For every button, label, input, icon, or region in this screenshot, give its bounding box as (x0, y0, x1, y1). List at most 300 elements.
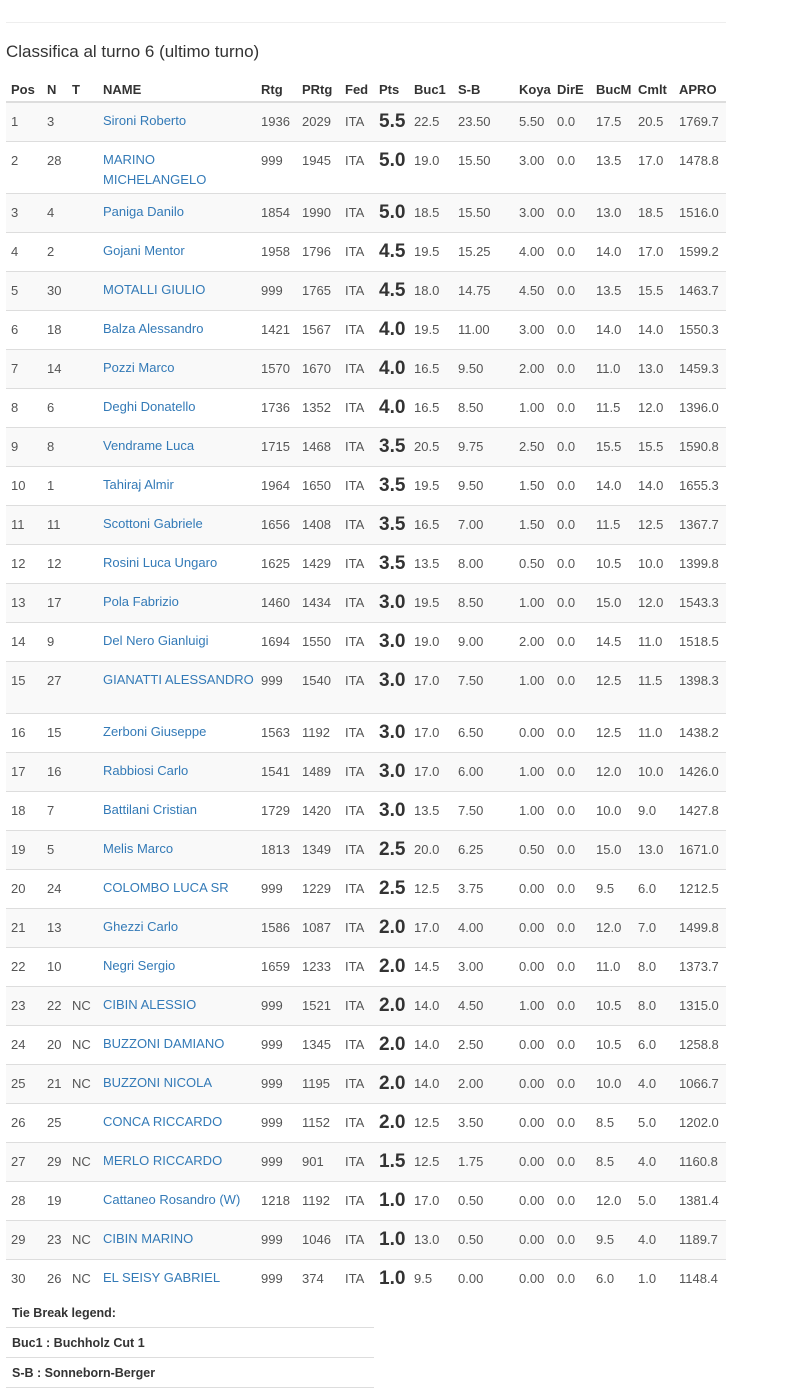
cell-pts: 5.5 (374, 102, 409, 142)
cell-t (67, 714, 98, 753)
cell-dire: 0.0 (552, 428, 591, 467)
cell-pos: 22 (6, 948, 42, 987)
column-header-pts: Pts (374, 77, 409, 102)
cell-koya: 1.00 (514, 987, 552, 1026)
column-header-dire: DirE (552, 77, 591, 102)
cell-dire: 0.0 (552, 102, 591, 142)
cell-t: NC (67, 1221, 98, 1260)
player-name-link[interactable]: BUZZONI DAMIANO (98, 1026, 256, 1065)
cell-fed: ITA (340, 714, 374, 753)
standings-table (6, 77, 726, 1298)
player-name-link[interactable]: Tahiraj Almir (98, 467, 256, 506)
cell-t (67, 792, 98, 831)
cell-n: 11 (42, 506, 67, 545)
player-name-link[interactable]: BUZZONI NICOLA (98, 1065, 256, 1104)
player-name-link[interactable]: Balza Alessandro (98, 311, 256, 350)
cell-dire: 0.0 (552, 1026, 591, 1065)
cell-n: 16 (42, 753, 67, 792)
cell-koya: 1.50 (514, 467, 552, 506)
cell-t: NC (67, 1260, 98, 1299)
table-row (6, 194, 726, 233)
cell-cmlt: 9.0 (633, 792, 674, 831)
cell-pts: 4.0 (374, 389, 409, 428)
table-row (6, 792, 726, 831)
table-row (6, 714, 726, 753)
cell-pts: 3.5 (374, 545, 409, 584)
cell-rtg: 999 (256, 1143, 297, 1182)
cell-n: 30 (42, 272, 67, 311)
cell-rtg: 1736 (256, 389, 297, 428)
cell-pos: 2 (6, 142, 42, 194)
cell-fed: ITA (340, 1260, 374, 1299)
player-name-link[interactable]: Negri Sergio (98, 948, 256, 987)
cell-prtg: 1434 (297, 584, 340, 623)
cell-fed: ITA (340, 272, 374, 311)
cell-n: 19 (42, 1182, 67, 1221)
cell-cmlt: 8.0 (633, 987, 674, 1026)
cell-t (67, 1104, 98, 1143)
cell-dire: 0.0 (552, 142, 591, 194)
cell-pos: 20 (6, 870, 42, 909)
cell-pos: 15 (6, 662, 42, 714)
cell-apro: 1160.8 (674, 1143, 726, 1182)
cell-buc1: 16.5 (409, 389, 453, 428)
cell-sb: 7.50 (453, 662, 514, 714)
table-row (6, 1221, 726, 1260)
cell-n: 22 (42, 987, 67, 1026)
cell-apro: 1066.7 (674, 1065, 726, 1104)
cell-fed: ITA (340, 1065, 374, 1104)
cell-pos: 29 (6, 1221, 42, 1260)
player-name-link[interactable]: Cattaneo Rosandro (W) (98, 1182, 256, 1221)
cell-pts: 2.0 (374, 948, 409, 987)
cell-sb: 9.50 (453, 467, 514, 506)
cell-cmlt: 6.0 (633, 870, 674, 909)
cell-bucm: 17.5 (591, 102, 633, 142)
cell-sb: 15.50 (453, 142, 514, 194)
cell-rtg: 999 (256, 1221, 297, 1260)
cell-cmlt: 14.0 (633, 467, 674, 506)
cell-buc1: 17.0 (409, 1182, 453, 1221)
cell-rtg: 1958 (256, 233, 297, 272)
cell-koya: 4.50 (514, 272, 552, 311)
table-row (6, 350, 726, 389)
cell-bucm: 10.0 (591, 792, 633, 831)
cell-koya: 0.00 (514, 870, 552, 909)
cell-sb: 3.50 (453, 1104, 514, 1143)
cell-fed: ITA (340, 623, 374, 662)
cell-bucm: 11.0 (591, 948, 633, 987)
cell-rtg: 1715 (256, 428, 297, 467)
cell-dire: 0.0 (552, 1221, 591, 1260)
cell-apro: 1381.4 (674, 1182, 726, 1221)
cell-cmlt: 13.0 (633, 350, 674, 389)
cell-pos: 30 (6, 1260, 42, 1299)
cell-rtg: 999 (256, 1260, 297, 1299)
cell-bucm: 8.5 (591, 1143, 633, 1182)
cell-apro: 1590.8 (674, 428, 726, 467)
cell-rtg: 999 (256, 662, 297, 714)
cell-cmlt: 8.0 (633, 948, 674, 987)
cell-prtg: 1567 (297, 311, 340, 350)
cell-t (67, 272, 98, 311)
column-header-prtg: PRtg (297, 77, 340, 102)
cell-buc1: 17.0 (409, 714, 453, 753)
cell-pos: 16 (6, 714, 42, 753)
player-name-link[interactable]: Rabbiosi Carlo (98, 753, 256, 792)
player-name-link[interactable]: MARINO MICHELANGELO (98, 142, 256, 194)
player-name-link[interactable]: Melis Marco (98, 831, 256, 870)
cell-buc1: 22.5 (409, 102, 453, 142)
player-name-link[interactable]: Deghi Donatello (98, 389, 256, 428)
cell-pts: 5.0 (374, 142, 409, 194)
cell-t (67, 623, 98, 662)
cell-koya: 3.00 (514, 142, 552, 194)
column-header-sb: S-B (453, 77, 514, 102)
cell-cmlt: 4.0 (633, 1143, 674, 1182)
cell-sb: 0.50 (453, 1182, 514, 1221)
cell-bucm: 14.0 (591, 467, 633, 506)
player-name-link[interactable]: Gojani Mentor (98, 233, 256, 272)
table-row (6, 909, 726, 948)
cell-cmlt: 1.0 (633, 1260, 674, 1299)
cell-bucm: 11.0 (591, 350, 633, 389)
cell-sb: 2.00 (453, 1065, 514, 1104)
cell-prtg: 1468 (297, 428, 340, 467)
cell-cmlt: 5.0 (633, 1104, 674, 1143)
cell-koya: 1.50 (514, 506, 552, 545)
cell-pos: 26 (6, 1104, 42, 1143)
cell-pts: 3.5 (374, 428, 409, 467)
cell-pts: 3.0 (374, 623, 409, 662)
cell-prtg: 1152 (297, 1104, 340, 1143)
cell-pos: 27 (6, 1143, 42, 1182)
cell-fed: ITA (340, 350, 374, 389)
cell-apro: 1367.7 (674, 506, 726, 545)
column-header-fed: Fed (340, 77, 374, 102)
cell-prtg: 1540 (297, 662, 340, 714)
cell-cmlt: 15.5 (633, 272, 674, 311)
cell-n: 10 (42, 948, 67, 987)
cell-cmlt: 6.0 (633, 1026, 674, 1065)
cell-apro: 1516.0 (674, 194, 726, 233)
cell-t (67, 102, 98, 142)
cell-n: 24 (42, 870, 67, 909)
cell-buc1: 9.5 (409, 1260, 453, 1299)
cell-buc1: 18.0 (409, 272, 453, 311)
cell-fed: ITA (340, 142, 374, 194)
cell-bucm: 8.5 (591, 1104, 633, 1143)
cell-n: 7 (42, 792, 67, 831)
cell-buc1: 13.5 (409, 545, 453, 584)
cell-rtg: 1936 (256, 102, 297, 142)
cell-prtg: 1945 (297, 142, 340, 194)
cell-fed: ITA (340, 467, 374, 506)
cell-t (67, 831, 98, 870)
cell-apro: 1518.5 (674, 623, 726, 662)
cell-n: 9 (42, 623, 67, 662)
cell-sb: 8.50 (453, 584, 514, 623)
cell-fed: ITA (340, 662, 374, 714)
cell-pos: 24 (6, 1026, 42, 1065)
cell-pts: 2.0 (374, 909, 409, 948)
cell-prtg: 1087 (297, 909, 340, 948)
cell-t (67, 662, 98, 714)
cell-pos: 17 (6, 753, 42, 792)
cell-fed: ITA (340, 428, 374, 467)
cell-koya: 1.00 (514, 753, 552, 792)
player-name-link[interactable]: Vendrame Luca (98, 428, 256, 467)
cell-n: 28 (42, 142, 67, 194)
cell-cmlt: 12.5 (633, 506, 674, 545)
player-name-link[interactable]: Pozzi Marco (98, 350, 256, 389)
cell-fed: ITA (340, 753, 374, 792)
cell-n: 8 (42, 428, 67, 467)
cell-sb: 3.00 (453, 948, 514, 987)
cell-buc1: 14.0 (409, 987, 453, 1026)
cell-prtg: 1192 (297, 714, 340, 753)
player-name-link[interactable]: Del Nero Gianluigi (98, 623, 256, 662)
cell-fed: ITA (340, 870, 374, 909)
cell-rtg: 1563 (256, 714, 297, 753)
cell-dire: 0.0 (552, 948, 591, 987)
cell-prtg: 1796 (297, 233, 340, 272)
cell-bucm: 12.0 (591, 753, 633, 792)
cell-koya: 1.00 (514, 662, 552, 714)
cell-sb: 4.00 (453, 909, 514, 948)
cell-pts: 4.5 (374, 233, 409, 272)
cell-dire: 0.0 (552, 350, 591, 389)
cell-buc1: 17.0 (409, 662, 453, 714)
column-header-cmlt: Cmlt (633, 77, 674, 102)
cell-n: 2 (42, 233, 67, 272)
table-row (6, 870, 726, 909)
player-name-link[interactable]: CIBIN ALESSIO (98, 987, 256, 1026)
cell-buc1: 19.0 (409, 623, 453, 662)
cell-n: 23 (42, 1221, 67, 1260)
cell-bucm: 9.5 (591, 870, 633, 909)
cell-prtg: 1550 (297, 623, 340, 662)
cell-pts: 2.0 (374, 987, 409, 1026)
cell-prtg: 1345 (297, 1026, 340, 1065)
cell-sb: 0.00 (453, 1260, 514, 1299)
cell-fed: ITA (340, 389, 374, 428)
cell-apro: 1550.3 (674, 311, 726, 350)
cell-koya: 1.00 (514, 792, 552, 831)
cell-bucm: 12.5 (591, 662, 633, 714)
cell-bucm: 15.0 (591, 584, 633, 623)
table-row (6, 272, 726, 311)
player-name-link[interactable]: Paniga Danilo (98, 194, 256, 233)
cell-rtg: 999 (256, 1104, 297, 1143)
table-row (6, 1026, 726, 1065)
cell-pos: 5 (6, 272, 42, 311)
cell-prtg: 1046 (297, 1221, 340, 1260)
cell-pts: 3.0 (374, 584, 409, 623)
cell-cmlt: 4.0 (633, 1065, 674, 1104)
cell-n: 13 (42, 909, 67, 948)
cell-pos: 4 (6, 233, 42, 272)
table-row (6, 233, 726, 272)
cell-fed: ITA (340, 545, 374, 584)
table-row (6, 467, 726, 506)
cell-n: 27 (42, 662, 67, 714)
player-name-link[interactable]: Scottoni Gabriele (98, 506, 256, 545)
player-name-link[interactable]: CIBIN MARINO (98, 1221, 256, 1260)
cell-buc1: 12.5 (409, 870, 453, 909)
cell-apro: 1655.3 (674, 467, 726, 506)
table-row (6, 584, 726, 623)
cell-n: 21 (42, 1065, 67, 1104)
cell-apro: 1189.7 (674, 1221, 726, 1260)
cell-sb: 8.00 (453, 545, 514, 584)
cell-n: 26 (42, 1260, 67, 1299)
player-name-link[interactable]: MERLO RICCARDO (98, 1143, 256, 1182)
cell-sb: 8.50 (453, 389, 514, 428)
cell-buc1: 13.0 (409, 1221, 453, 1260)
cell-koya: 0.00 (514, 909, 552, 948)
cell-pts: 1.0 (374, 1221, 409, 1260)
cell-dire: 0.0 (552, 831, 591, 870)
cell-rtg: 999 (256, 272, 297, 311)
cell-koya: 0.00 (514, 948, 552, 987)
cell-rtg: 1854 (256, 194, 297, 233)
cell-koya: 0.00 (514, 1221, 552, 1260)
cell-pts: 2.5 (374, 870, 409, 909)
cell-bucm: 12.0 (591, 1182, 633, 1221)
cell-n: 12 (42, 545, 67, 584)
cell-cmlt: 14.0 (633, 311, 674, 350)
cell-pts: 4.0 (374, 350, 409, 389)
cell-pos: 28 (6, 1182, 42, 1221)
table-row (6, 428, 726, 467)
cell-apro: 1398.3 (674, 662, 726, 714)
cell-cmlt: 12.0 (633, 584, 674, 623)
cell-dire: 0.0 (552, 753, 591, 792)
table-row (6, 1143, 726, 1182)
cell-rtg: 1541 (256, 753, 297, 792)
table-row (6, 1104, 726, 1143)
player-name-link[interactable]: CONCA RICCARDO (98, 1104, 256, 1143)
cell-bucm: 10.5 (591, 987, 633, 1026)
cell-dire: 0.0 (552, 467, 591, 506)
player-name-link[interactable]: MOTALLI GIULIO (98, 272, 256, 311)
player-name-link[interactable]: COLOMBO LUCA SR (98, 870, 256, 909)
cell-cmlt: 18.5 (633, 194, 674, 233)
cell-dire: 0.0 (552, 1260, 591, 1299)
cell-apro: 1459.3 (674, 350, 726, 389)
cell-apro: 1427.8 (674, 792, 726, 831)
cell-t: NC (67, 1026, 98, 1065)
cell-cmlt: 11.0 (633, 714, 674, 753)
cell-rtg: 1694 (256, 623, 297, 662)
cell-t (67, 389, 98, 428)
player-name-link[interactable]: GIANATTI ALESSANDRO (98, 662, 256, 714)
cell-pts: 1.5 (374, 1143, 409, 1182)
cell-rtg: 1625 (256, 545, 297, 584)
cell-dire: 0.0 (552, 623, 591, 662)
column-header-rtg: Rtg (256, 77, 297, 102)
cell-bucm: 14.5 (591, 623, 633, 662)
player-name-link[interactable]: Ghezzi Carlo (98, 909, 256, 948)
cell-fed: ITA (340, 194, 374, 233)
player-name-link[interactable]: Rosini Luca Ungaro (98, 545, 256, 584)
header-row (6, 77, 726, 102)
cell-rtg: 999 (256, 1065, 297, 1104)
cell-bucm: 12.5 (591, 714, 633, 753)
cell-buc1: 19.5 (409, 467, 453, 506)
player-name-link[interactable]: Pola Fabrizio (98, 584, 256, 623)
cell-apro: 1671.0 (674, 831, 726, 870)
cell-dire: 0.0 (552, 272, 591, 311)
table-row (6, 389, 726, 428)
cell-sb: 23.50 (453, 102, 514, 142)
cell-dire: 0.0 (552, 714, 591, 753)
cell-prtg: 1521 (297, 987, 340, 1026)
cell-rtg: 1586 (256, 909, 297, 948)
cell-prtg: 374 (297, 1260, 340, 1299)
cell-pos: 25 (6, 1065, 42, 1104)
cell-koya: 0.00 (514, 1104, 552, 1143)
cell-buc1: 19.5 (409, 233, 453, 272)
cell-dire: 0.0 (552, 584, 591, 623)
player-name-link[interactable]: Zerboni Giuseppe (98, 714, 256, 753)
cell-bucm: 6.0 (591, 1260, 633, 1299)
cell-dire: 0.0 (552, 870, 591, 909)
cell-cmlt: 17.0 (633, 142, 674, 194)
table-row (6, 545, 726, 584)
cell-buc1: 19.5 (409, 311, 453, 350)
cell-bucm: 13.5 (591, 142, 633, 194)
cell-koya: 2.50 (514, 428, 552, 467)
cell-rtg: 1460 (256, 584, 297, 623)
cell-rtg: 999 (256, 1026, 297, 1065)
cell-prtg: 1765 (297, 272, 340, 311)
cell-koya: 0.00 (514, 1260, 552, 1299)
cell-n: 29 (42, 1143, 67, 1182)
table-row (6, 753, 726, 792)
cell-bucm: 15.0 (591, 831, 633, 870)
player-name-link[interactable]: Battilani Cristian (98, 792, 256, 831)
top-divider (6, 22, 726, 23)
player-name-link[interactable]: Sironi Roberto (98, 102, 256, 142)
cell-apro: 1499.8 (674, 909, 726, 948)
cell-t (67, 467, 98, 506)
cell-t (67, 350, 98, 389)
cell-dire: 0.0 (552, 792, 591, 831)
cell-apro: 1599.2 (674, 233, 726, 272)
cell-cmlt: 7.0 (633, 909, 674, 948)
cell-t: NC (67, 987, 98, 1026)
player-name-link[interactable]: EL SEISY GABRIEL (98, 1260, 256, 1299)
cell-koya: 0.50 (514, 545, 552, 584)
cell-bucm: 10.0 (591, 1065, 633, 1104)
cell-buc1: 19.5 (409, 584, 453, 623)
cell-buc1: 12.5 (409, 1104, 453, 1143)
column-header-pos: Pos (6, 77, 42, 102)
cell-pts: 2.0 (374, 1065, 409, 1104)
cell-cmlt: 20.5 (633, 102, 674, 142)
cell-pos: 8 (6, 389, 42, 428)
cell-sb: 9.00 (453, 623, 514, 662)
cell-rtg: 1656 (256, 506, 297, 545)
cell-pts: 2.0 (374, 1104, 409, 1143)
cell-fed: ITA (340, 584, 374, 623)
cell-apro: 1399.8 (674, 545, 726, 584)
cell-sb: 6.00 (453, 753, 514, 792)
cell-n: 1 (42, 467, 67, 506)
cell-n: 3 (42, 102, 67, 142)
